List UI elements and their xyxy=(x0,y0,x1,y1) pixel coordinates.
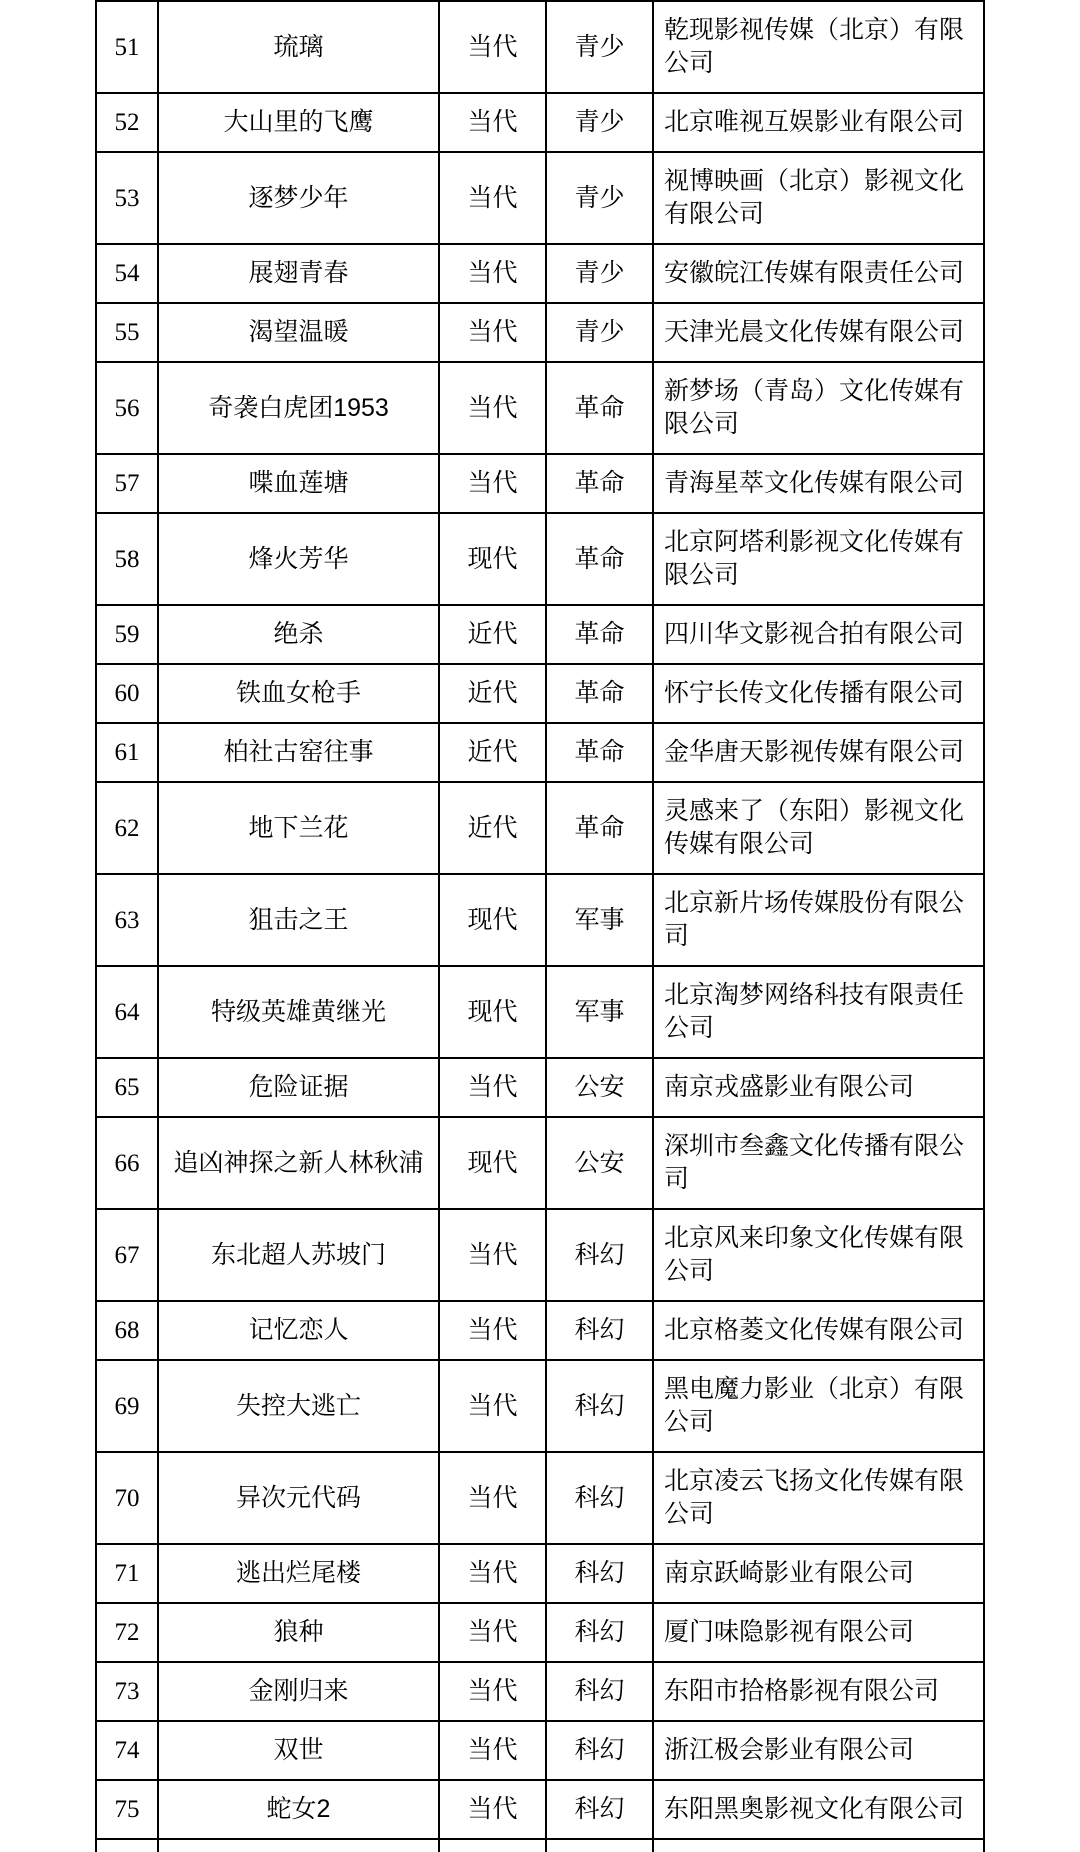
row-genre: 科幻 xyxy=(546,1662,653,1721)
table-row xyxy=(96,1452,984,1544)
table-row xyxy=(96,362,984,454)
row-title: 绝杀 xyxy=(158,605,439,664)
row-company: 北京格菱文化传媒有限公司 xyxy=(653,1301,984,1360)
table-row xyxy=(96,874,984,966)
row-title: 东北超人苏坡门 xyxy=(158,1209,439,1301)
row-company: 黑电魔力影业（北京）有限公司 xyxy=(653,1360,984,1452)
row-company: 南京跃崎影业有限公司 xyxy=(653,1544,984,1603)
row-index: 63 xyxy=(96,874,158,966)
row-company: 北京阿塔利影视文化传媒有限公司 xyxy=(653,513,984,605)
row-genre: 科幻 xyxy=(546,1209,653,1301)
row-title: 异次元代码 xyxy=(158,1452,439,1544)
row-era: 近代 xyxy=(439,605,546,664)
row-company: 金华唐天影视传媒有限公司 xyxy=(653,723,984,782)
row-era: 当代 xyxy=(439,1721,546,1780)
row-genre: 军事 xyxy=(546,874,653,966)
row-title: 柏社古窑往事 xyxy=(158,723,439,782)
row-era: 当代 xyxy=(439,1662,546,1721)
row-company: 浙江极会影业有限公司 xyxy=(653,1721,984,1780)
row-company: 北京淘梦网络科技有限责任公司 xyxy=(653,966,984,1058)
row-era: 现代 xyxy=(439,874,546,966)
table-row xyxy=(96,303,984,362)
row-company: 乾现影视传媒（北京）有限公司 xyxy=(653,1,984,93)
table-row xyxy=(96,1603,984,1662)
row-era: 现代 xyxy=(439,1117,546,1209)
row-index: 62 xyxy=(96,782,158,874)
row-era: 近代 xyxy=(439,664,546,723)
table-row xyxy=(96,1058,984,1117)
row-index: 65 xyxy=(96,1058,158,1117)
row-era: 当代 xyxy=(439,1058,546,1117)
row-genre: 青少 xyxy=(546,244,653,303)
row-era: 当代 xyxy=(439,1360,546,1452)
row-index: 58 xyxy=(96,513,158,605)
row-company: 东阳黑奥影视文化有限公司 xyxy=(653,1780,984,1839)
row-genre: 科幻 xyxy=(546,1544,653,1603)
row-genre: 革命 xyxy=(546,723,653,782)
row-title: 烽火芳华 xyxy=(158,513,439,605)
table-row xyxy=(96,454,984,513)
row-index: 64 xyxy=(96,966,158,1058)
row-genre: 革命 xyxy=(546,782,653,874)
row-index: 69 xyxy=(96,1360,158,1452)
row-era: 近代 xyxy=(439,723,546,782)
row-genre: 革命 xyxy=(546,362,653,454)
row-era-partial xyxy=(439,1839,546,1852)
table-row xyxy=(96,1780,984,1839)
row-index: 70 xyxy=(96,1452,158,1544)
row-title: 双世 xyxy=(158,1721,439,1780)
row-genre: 革命 xyxy=(546,605,653,664)
row-index: 66 xyxy=(96,1117,158,1209)
row-genre: 军事 xyxy=(546,966,653,1058)
row-company: 北京凌云飞扬文化传媒有限公司 xyxy=(653,1452,984,1544)
row-company: 深圳市叁鑫文化传播有限公司 xyxy=(653,1117,984,1209)
row-company-partial xyxy=(653,1839,984,1852)
row-company: 青海星萃文化传媒有限公司 xyxy=(653,454,984,513)
row-index: 51 xyxy=(96,1,158,93)
row-index-partial xyxy=(96,1839,158,1852)
table-row-partial xyxy=(96,1839,984,1852)
row-genre: 革命 xyxy=(546,454,653,513)
row-genre: 科幻 xyxy=(546,1780,653,1839)
row-company: 北京新片场传媒股份有限公司 xyxy=(653,874,984,966)
row-title: 地下兰花 xyxy=(158,782,439,874)
row-company: 四川华文影视合拍有限公司 xyxy=(653,605,984,664)
row-title: 琉璃 xyxy=(158,1,439,93)
table-row xyxy=(96,1544,984,1603)
row-title: 狼种 xyxy=(158,1603,439,1662)
table-row xyxy=(96,966,984,1058)
table-row xyxy=(96,152,984,244)
row-index: 67 xyxy=(96,1209,158,1301)
row-title: 追凶神探之新人林秋浦 xyxy=(158,1117,439,1209)
row-company: 灵感来了（东阳）影视文化传媒有限公司 xyxy=(653,782,984,874)
row-company: 天津光晨文化传媒有限公司 xyxy=(653,303,984,362)
row-company: 视博映画（北京）影视文化有限公司 xyxy=(653,152,984,244)
row-title: 狙击之王 xyxy=(158,874,439,966)
row-title: 展翅青春 xyxy=(158,244,439,303)
row-era: 当代 xyxy=(439,1603,546,1662)
table-row xyxy=(96,1721,984,1780)
row-title: 大山里的飞鹰 xyxy=(158,93,439,152)
row-genre: 科幻 xyxy=(546,1721,653,1780)
table-row xyxy=(96,244,984,303)
row-genre: 革命 xyxy=(546,664,653,723)
row-era: 当代 xyxy=(439,93,546,152)
row-title: 逃出烂尾楼 xyxy=(158,1544,439,1603)
row-index: 57 xyxy=(96,454,158,513)
row-genre-partial xyxy=(546,1839,653,1852)
row-title: 逐梦少年 xyxy=(158,152,439,244)
row-index: 60 xyxy=(96,664,158,723)
row-era: 当代 xyxy=(439,1209,546,1301)
row-title: 记忆恋人 xyxy=(158,1301,439,1360)
table-row xyxy=(96,1117,984,1209)
table-row xyxy=(96,605,984,664)
row-genre: 公安 xyxy=(546,1117,653,1209)
table-row xyxy=(96,664,984,723)
row-index: 61 xyxy=(96,723,158,782)
row-company: 新梦场（青岛）文化传媒有限公司 xyxy=(653,362,984,454)
row-index: 73 xyxy=(96,1662,158,1721)
row-title: 铁血女枪手 xyxy=(158,664,439,723)
row-title: 危险证据 xyxy=(158,1058,439,1117)
table-row xyxy=(96,723,984,782)
table-row xyxy=(96,1301,984,1360)
row-genre: 革命 xyxy=(546,513,653,605)
table-row xyxy=(96,1360,984,1452)
row-era: 现代 xyxy=(439,966,546,1058)
table-row xyxy=(96,1,984,93)
table-body xyxy=(96,1,984,1852)
row-era: 现代 xyxy=(439,513,546,605)
row-company: 南京戎盛影业有限公司 xyxy=(653,1058,984,1117)
row-genre: 青少 xyxy=(546,152,653,244)
row-company: 东阳市拾格影视有限公司 xyxy=(653,1662,984,1721)
row-genre: 科幻 xyxy=(546,1360,653,1452)
row-genre: 科幻 xyxy=(546,1603,653,1662)
row-genre: 青少 xyxy=(546,93,653,152)
row-era: 当代 xyxy=(439,1452,546,1544)
table-row xyxy=(96,93,984,152)
row-era: 当代 xyxy=(439,362,546,454)
row-era: 当代 xyxy=(439,1544,546,1603)
table-row xyxy=(96,782,984,874)
row-company: 安徽皖江传媒有限责任公司 xyxy=(653,244,984,303)
row-title: 喋血莲塘 xyxy=(158,454,439,513)
row-index: 53 xyxy=(96,152,158,244)
row-index: 54 xyxy=(96,244,158,303)
row-era: 当代 xyxy=(439,152,546,244)
row-company: 怀宁长传文化传播有限公司 xyxy=(653,664,984,723)
row-era: 当代 xyxy=(439,303,546,362)
row-index: 75 xyxy=(96,1780,158,1839)
row-genre: 青少 xyxy=(546,1,653,93)
row-era: 当代 xyxy=(439,1780,546,1839)
row-index: 74 xyxy=(96,1721,158,1780)
row-index: 71 xyxy=(96,1544,158,1603)
row-era: 近代 xyxy=(439,782,546,874)
row-index: 72 xyxy=(96,1603,158,1662)
row-company: 北京风来印象文化传媒有限公司 xyxy=(653,1209,984,1301)
row-title: 金刚归来 xyxy=(158,1662,439,1721)
table-row xyxy=(96,1662,984,1721)
row-index: 56 xyxy=(96,362,158,454)
row-genre: 青少 xyxy=(546,303,653,362)
table-row xyxy=(96,1209,984,1301)
row-title-partial xyxy=(158,1839,439,1852)
row-era: 当代 xyxy=(439,1,546,93)
row-company: 厦门味隐影视有限公司 xyxy=(653,1603,984,1662)
row-genre: 科幻 xyxy=(546,1301,653,1360)
row-index: 68 xyxy=(96,1301,158,1360)
row-title: 失控大逃亡 xyxy=(158,1360,439,1452)
row-title: 渴望温暖 xyxy=(158,303,439,362)
film-registration-table xyxy=(95,0,985,1852)
row-era: 当代 xyxy=(439,1301,546,1360)
row-genre: 公安 xyxy=(546,1058,653,1117)
row-title: 奇袭白虎团1953 xyxy=(158,362,439,454)
row-era: 当代 xyxy=(439,454,546,513)
row-title: 特级英雄黄继光 xyxy=(158,966,439,1058)
row-era: 当代 xyxy=(439,244,546,303)
table-row xyxy=(96,513,984,605)
row-index: 55 xyxy=(96,303,158,362)
row-genre: 科幻 xyxy=(546,1452,653,1544)
row-company: 北京唯视互娱影业有限公司 xyxy=(653,93,984,152)
row-title: 蛇女2 xyxy=(158,1780,439,1839)
row-index: 59 xyxy=(96,605,158,664)
row-index: 52 xyxy=(96,93,158,152)
